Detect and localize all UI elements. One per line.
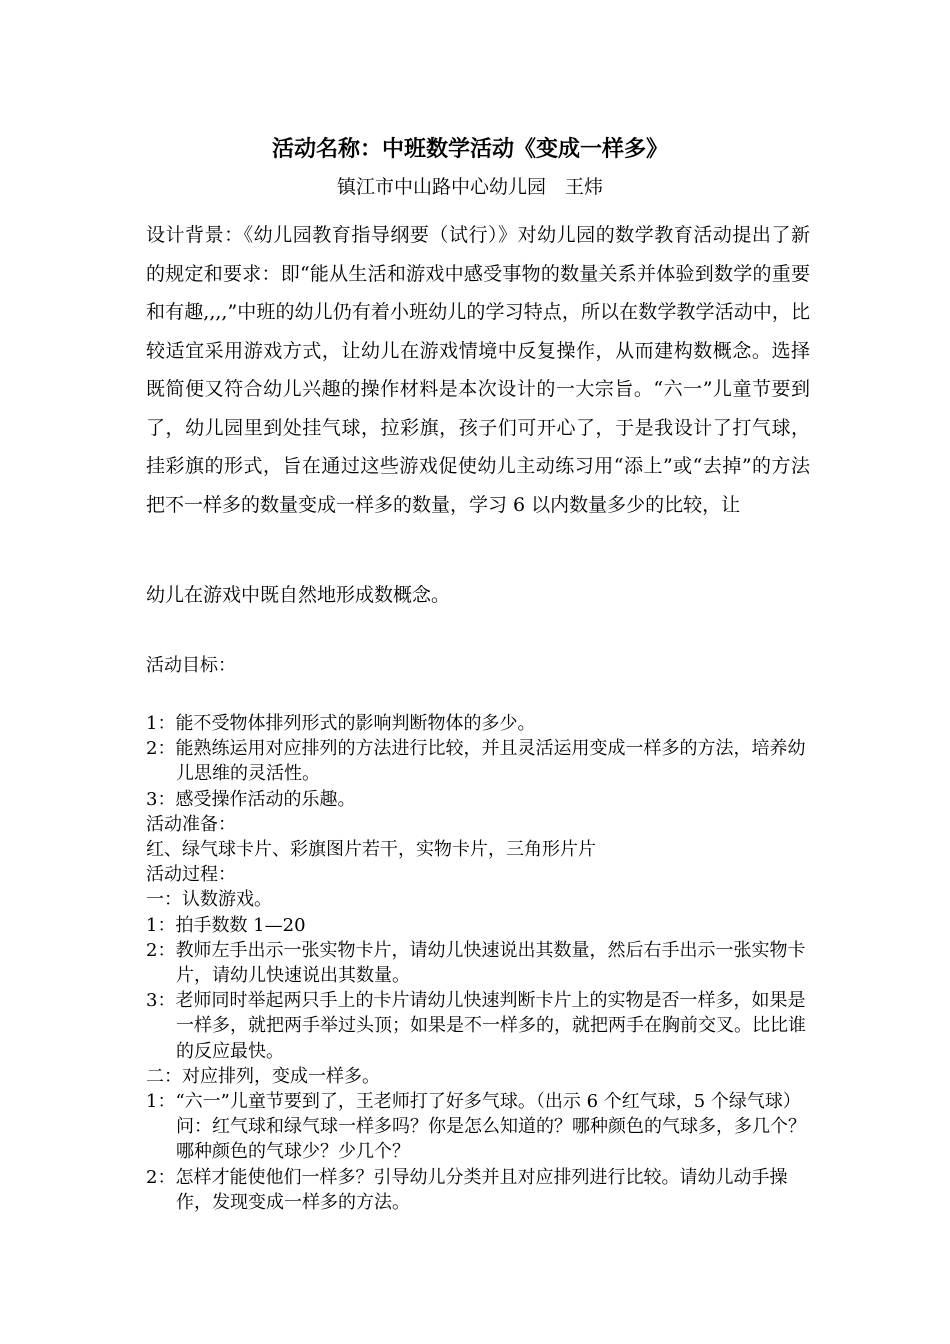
document-body-list xyxy=(146,711,814,1215)
design-background-tail: 幼儿在游戏中既自然地形成数概念。 xyxy=(146,584,451,606)
author-line: 镇江市中山路中心幼儿园 王炜 xyxy=(336,176,603,198)
process-item: 2：怎样才能使他们一样多？引导幼儿分类并且对应排列进行比较。请幼儿动手操作，发现变成一样多的方法。 xyxy=(146,1166,788,1213)
goals-heading: 活动目标： xyxy=(146,655,236,676)
section-heading: 一：认数游戏。 xyxy=(146,889,272,911)
design-background-paragraph: 设计背景：《幼儿园教育指导纲要（试行）》对幼儿园的数学教育活动提出了新的规定和要求：即“能从生活和游戏中感受事物的数量关系并体验到数学的重要和有趣,,,,”中班的幼儿仍有着小班幼儿的学习特点，所以在数学教学活动中，比较适宜采用游戏方式，让幼儿在游戏情境中反复操作，从而建构数概念。选择既简便又符合幼儿兴趣的操作材料是本次设计的一大宗旨。“六一”儿童节要到了，幼儿园里到处挂气球，拉彩旗，孩子们可开心了，于是我设计了打气球，挂彩旗的形式，旨在通过这些游戏促使幼儿主动练习用“添上”或“去掉”的方法把不一样多的数量变成一样多的数量，学习 6 以内数量多少的比较，让 xyxy=(146,224,810,516)
section-heading: 二：对应排列，变成一样多。 xyxy=(146,1065,380,1087)
preparation-heading: 活动准备： xyxy=(146,813,236,835)
goal-item: 2：能熟练运用对应排列的方法进行比较，并且灵活运用变成一样多的方法，培养幼儿思维的灵活性。 xyxy=(146,738,806,785)
process-item: 1：“六一”儿童节要到了，王老师打了好多气球。（出示 6 个红气球，5 个绿气球）问：红气球和绿气球一样多吗？你是怎么知道的？哪种颜色的气球多，多几个？哪种颜色的气球少？少几个？ xyxy=(146,1091,806,1163)
process-heading: 活动过程： xyxy=(146,864,236,886)
process-item: 2：教师左手出示一张实物卡片，请幼儿快速说出其数量，然后右手出示一张实物卡片，请幼儿快速说出其数量。 xyxy=(146,939,806,987)
goal-item: 3：感受操作活动的乐趣。 xyxy=(146,788,356,810)
goal-item: 1：能不受物体排列形式的影响判断物体的多少。 xyxy=(146,713,536,734)
preparation-text: 红、绿气球卡片、彩旗图片若干，实物卡片，三角形片片 xyxy=(146,839,596,861)
process-item: 3：老师同时举起两只手上的卡片请幼儿快速判断卡片上的实物是否一样多，如果是一样多，就把两手举过头顶；如果是不一样多的，就把两手在胸前交叉。比比谁的反应最快。 xyxy=(146,990,806,1062)
process-item: 1：拍手数数 1—20 xyxy=(146,914,306,936)
document-title: 活动名称：中班数学活动《变成一样多》 xyxy=(271,137,668,162)
